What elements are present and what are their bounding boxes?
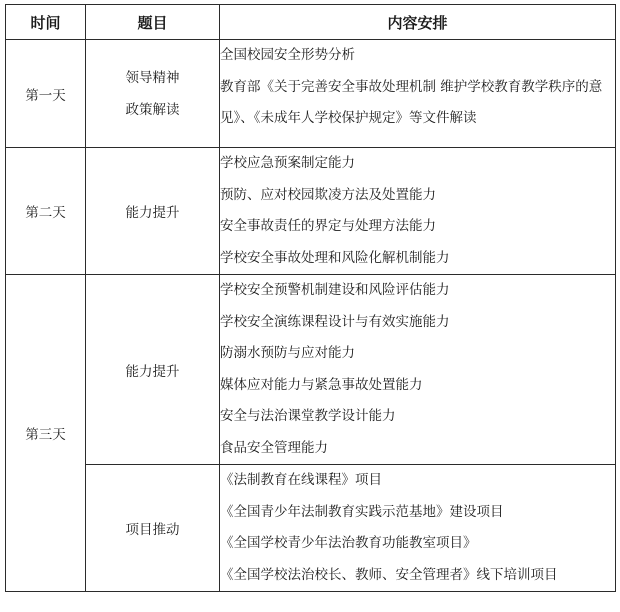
content-cell (220, 465, 616, 592)
content-item: 《全国青少年法制教育实践示范基地》建设项目 (220, 503, 504, 520)
content-item: 《法制教育在线课程》项目 (220, 472, 382, 488)
table-row-day2 (6, 148, 616, 275)
content-item: 学校安全事故处理和风险化解机制能力 (220, 249, 450, 266)
content-item: 《全国学校法治校长、教师、安全管理者》线下培训项目 (220, 566, 558, 583)
content-item: 安全与法治课堂教学设计能力 (220, 408, 396, 424)
content-item: 教育部《关于完善安全事故处理机制 维护学校教育教学秩序的意见》、《未成年人学校保护规定》等文件解读 (220, 78, 603, 126)
content-cell (220, 40, 616, 148)
day-cell: 第三天 (6, 275, 86, 592)
day-cell: 第一天 (6, 40, 86, 148)
header-content: 内容安排 (220, 5, 616, 40)
content-item: 学校应急预案制定能力 (220, 155, 355, 171)
table-row-day3-a (6, 275, 616, 465)
content-item: 预防、应对校园欺凌方法及处置能力 (220, 186, 436, 203)
topic-cell: 项目推动 (86, 465, 220, 592)
content-item: 媒体应对能力与紧急事故处置能力 (220, 376, 423, 393)
content-item: 学校安全演练课程设计与有效实施能力 (220, 313, 450, 330)
header-row (6, 5, 616, 40)
content-item: 学校安全预警机制建设和风险评估能力 (220, 282, 450, 298)
content-item: 食品安全管理能力 (220, 439, 328, 456)
content-item: 《全国学校青少年法治教育功能教室项目》 (220, 535, 477, 551)
topic-cell (86, 40, 220, 148)
table-row-day1 (6, 40, 616, 148)
table-row-day3-b (6, 465, 616, 592)
content-cell (220, 275, 616, 465)
topic-line: 政策解读 (125, 101, 180, 118)
topic-cell: 能力提升 (86, 148, 220, 275)
header-time: 时间 (6, 5, 86, 40)
topic-cell: 能力提升 (86, 275, 220, 465)
schedule-table (5, 4, 616, 592)
content-item: 全国校园安全形势分析 (220, 47, 355, 63)
content-cell (220, 148, 616, 275)
topic-line: 领导精神 (125, 69, 180, 86)
content-item: 安全事故责任的界定与处理方法能力 (220, 218, 436, 234)
header-topic: 题目 (86, 5, 220, 40)
content-item: 防溺水预防与应对能力 (220, 345, 355, 361)
day-cell: 第二天 (6, 148, 86, 275)
